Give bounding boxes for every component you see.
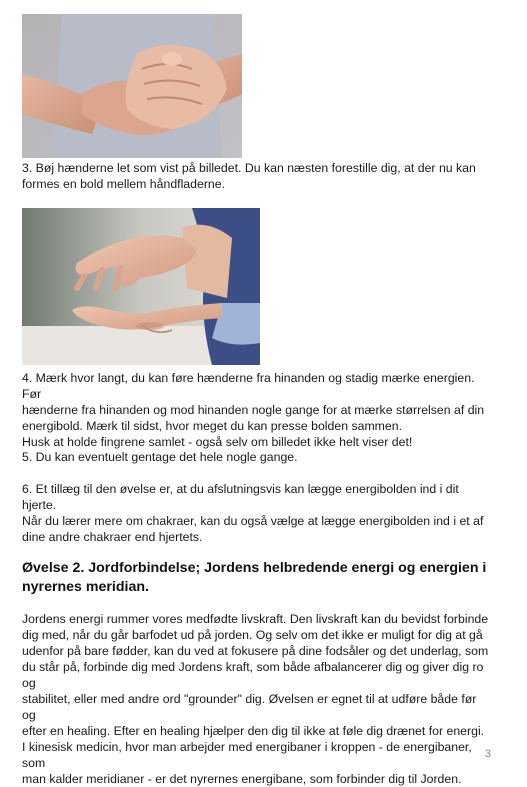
hands-energy-ball-photo [22, 208, 260, 365]
section-heading: Øvelse 2. Jordforbindelse; Jordens helbredende energi og energien i nyrernes meridian. [22, 560, 487, 595]
hands-relaxed-photo [22, 14, 242, 158]
page-number: 3 [484, 748, 491, 760]
section-body-text: Jordens energi rummer vores medfødte livskraft. Den livskraft kan du bevidst forbinde dig med, når du går barfodet ud på jorden. Og selv om det ikke er muligt for dig at gå udenfor på bare fødder, kan du ved at fokusere på dine fodsåler og det underlag, som du står på, forbinde dig med Jordens kraft, som både afbalancerer dig og giver dig ro og stabilitet, eller med andre ord "grounder" dig. Øvelsen er egnet til at udføre både før og efter en healing. Efter en healing hjælper den dig til ikke at føle dig drænet for energi. I kinesisk medicin, hvor man arbejder med energibaner i kroppen - de energibaner, som man kalder meridianer - er det nyrernes energibane, som forbinder dig til Jorden. [22, 612, 489, 786]
step-6-text: 6. Et tillæg til den øvelse er, at du afslutningsvis kan lægge energibolden ind i dit hjerte. Når du lærer mere om chakraer, kan du også vælge at lægge energibolden ind i et af dine andre chakraer end hjertets. [22, 482, 484, 544]
step-5-text: 5. Du kan eventuelt gentage det hele nogle gange. [22, 450, 298, 464]
step-4-text: 4. Mærk hvor langt, du kan føre hænderne fra hinanden og stadig mærke energien. Før hænderne fra hinanden og mod hinanden nogle gange for at mærke størrelsen af din energibold. Mærk til sidst, hvor meget du kan presse bolden sammen. Husk at holde fingrene samlet - også selv om billedet ikke helt viser det! [22, 371, 485, 449]
step-3-text: 3. Bøj hænderne let som vist på billedet. Du kan næsten forestille dig, at der nu kan formes en bold mellem håndfladerne. [22, 161, 476, 191]
